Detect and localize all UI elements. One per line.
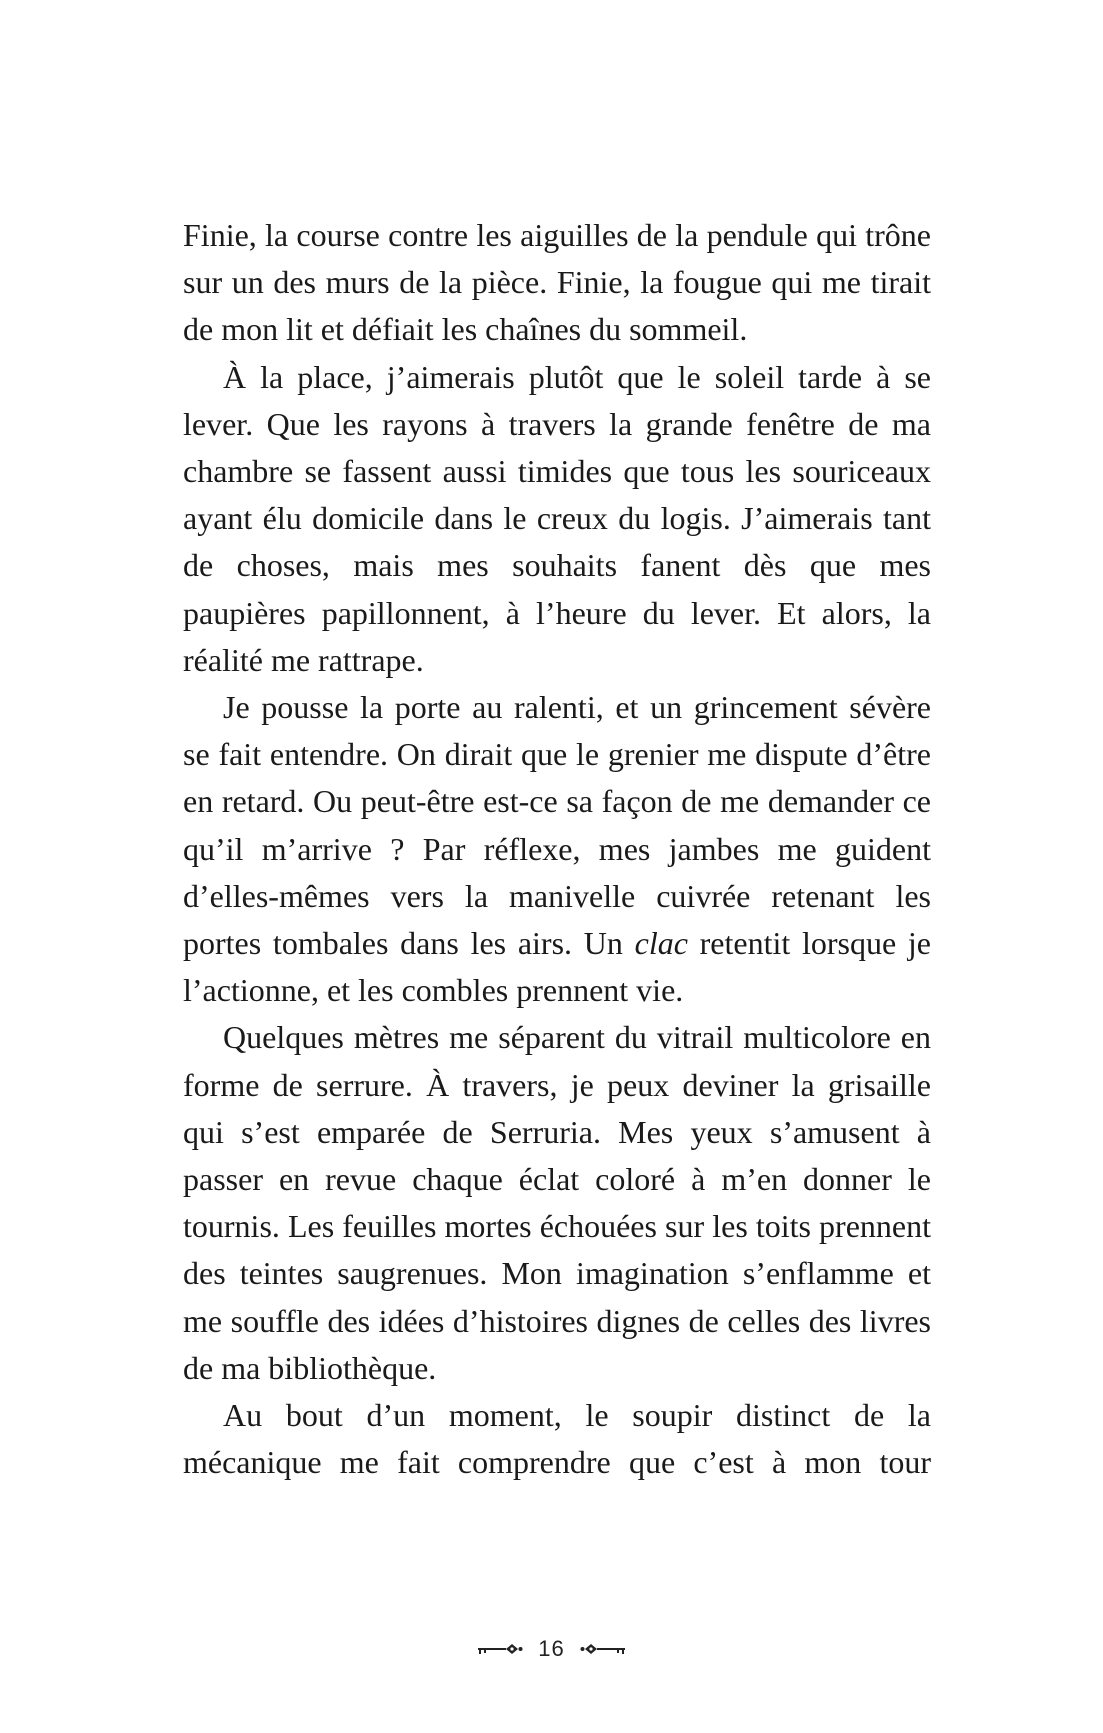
page-number: 16	[538, 1636, 565, 1661]
paragraph-2: À la place, j’aimerais plutôt que le soleil tarde à se lever. Que les rayons à travers la grande fenêtre de ma chambre se fassent aussi timides que tous les souriceaux ayant élu domicile dans le creux du logis. J’aimerais tant de choses, mais mes souhaits fanent dès que mes paupières papillonnent, à l’heure du lever. Et alors, la réalité me rattrape.	[183, 358, 931, 678]
paragraph-4: Quelques mètres me séparent du vitrail multicolore en forme de serrure. À travers, je peux deviner la grisaille qui s’est emparée de Serruria. Mes yeux s’amusent à passer en revue chaque éclat coloré à m’en donner le tournis. Les feuilles mortes échouées sur les toits prennent des teintes saugrenues. Mon imagination s’enflamme et me souffle des idées d’histoires dignes de celles des livres de ma bibliothèque.	[183, 1019, 931, 1386]
paragraph-1: Finie, la course contre les aiguilles de la pendule qui trône sur un des murs de la pièce. Finie, la fougue qui me tirait de mon lit et défiait les chaînes du sommeil.	[183, 217, 931, 348]
page-footer	[0, 1636, 1103, 1662]
paragraph-3	[183, 684, 931, 1014]
body-text	[183, 212, 931, 1486]
paragraph-3-start: Je pousse la porte au ralenti, et un grincement sévère se fait entendre. On dirait que le grenier me dispute d’être en retard. Ou peut-être est-ce sa façon de me demander ce qu’il m’arrive ? Par réflexe, mes jambes me guident d’elles-mêmes vers la manivelle cuivrée retenant les portes tombales dans les airs. Un	[183, 689, 931, 962]
key-ornament-left-icon	[476, 1642, 524, 1656]
key-ornament-right-icon	[579, 1642, 627, 1656]
paragraph-3-end: retentit lorsque je l’actionne, et les combles prennent vie.	[183, 925, 932, 1009]
paragraph-5: Au bout d’un moment, le soupir distinct de la mécanique me fait comprendre que c’est à mon tour	[183, 1397, 931, 1481]
italic-word: clac	[634, 925, 688, 962]
